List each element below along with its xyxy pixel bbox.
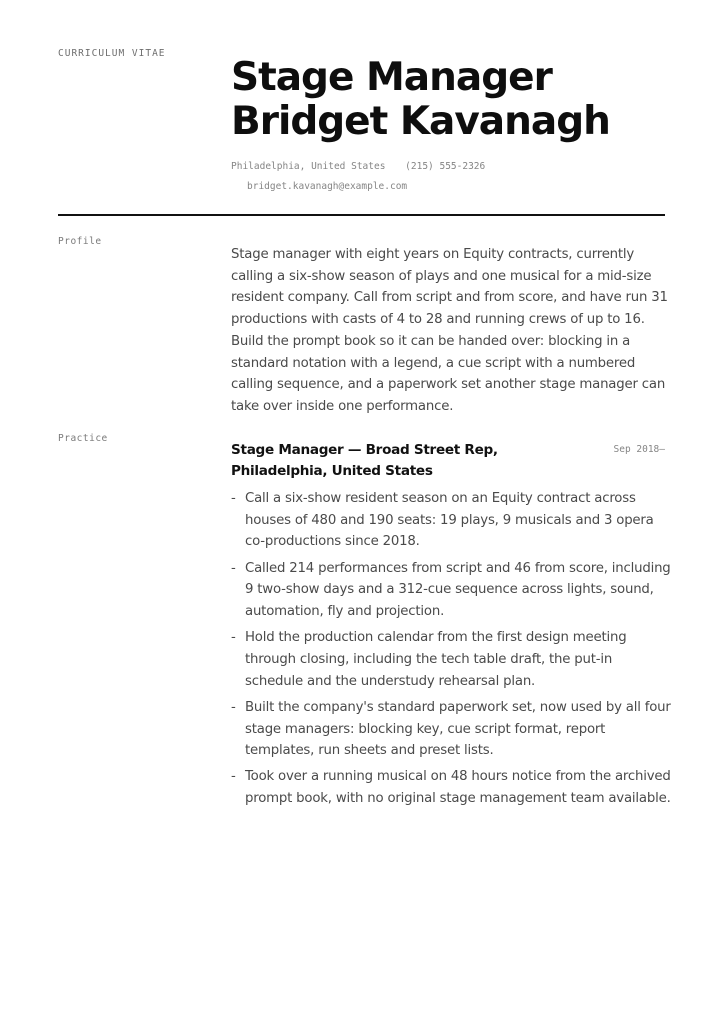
list-item bbox=[231, 697, 671, 762]
job-header bbox=[231, 440, 665, 482]
section-label-profile: Profile bbox=[58, 236, 102, 247]
bullet-marker: - bbox=[231, 560, 236, 576]
profile-text: Stage manager with eight years on Equity contracts, currently calling a six-show season of plays and one musical for a mid-size resident company. Call from script and from score, and have run 31 productions with casts of 4 to 28 and running crews of up to 16. Build the prompt book so it can be handed over: blocking in a standard notation with a legend, a cue script with a numbered calling sequence, and a paperwork set another stage manager can take over inside one performance. bbox=[231, 247, 668, 414]
job-bullets bbox=[231, 488, 671, 814]
list-item bbox=[231, 766, 671, 809]
bullet-marker: - bbox=[231, 491, 236, 506]
contact-info bbox=[231, 157, 671, 197]
job-date: Sep 2018– bbox=[613, 444, 665, 455]
contact-phone: (215) 555-2326 bbox=[405, 161, 486, 172]
header-divider bbox=[58, 214, 665, 216]
bullet-text: Took over a running musical on 48 hours notice from the archived prompt book, with no original stage management team available. bbox=[245, 769, 671, 807]
page-title bbox=[231, 56, 701, 144]
bullet-text: Hold the production calendar from the first design meeting through closing, including the tech table draft, the put-in schedule and the understudy rehearsal plan. bbox=[245, 630, 627, 689]
bullet-text: Call a six-show resident season on an Equity contract across houses of 480 and 190 seats: 19 plays, 9 musicals and 3 opera co-productions since 2018. bbox=[245, 491, 654, 550]
job-title: Stage Manager — Broad Street Rep, Philadelphia, United States bbox=[231, 442, 498, 479]
bullet-marker: - bbox=[231, 630, 236, 646]
bullet-marker: - bbox=[231, 769, 236, 785]
bullet-text: Called 214 performances from script and 46 from score, including 9 two-show days and a 312-cue sequence across lights, sound, automation, fly and projection. bbox=[245, 560, 671, 620]
contact-location: Philadelphia, United States bbox=[231, 161, 386, 172]
bullet-text: Built the company's standard paperwork set, now used by all four stage managers: blocking key, cue script format, report templates, run sheets and preset lists. bbox=[245, 699, 671, 759]
section-label-practice: Practice bbox=[58, 433, 108, 444]
bullet-marker: - bbox=[231, 699, 236, 715]
list-item bbox=[231, 558, 671, 623]
contact-email: bridget.kavanagh@example.com bbox=[247, 181, 408, 192]
list-item bbox=[231, 488, 671, 553]
title-name: Bridget Kavanagh bbox=[231, 99, 610, 144]
document-label: CURRICULUM VITAE bbox=[58, 48, 166, 59]
title-role: Stage Manager bbox=[231, 55, 552, 100]
list-item bbox=[231, 627, 671, 692]
